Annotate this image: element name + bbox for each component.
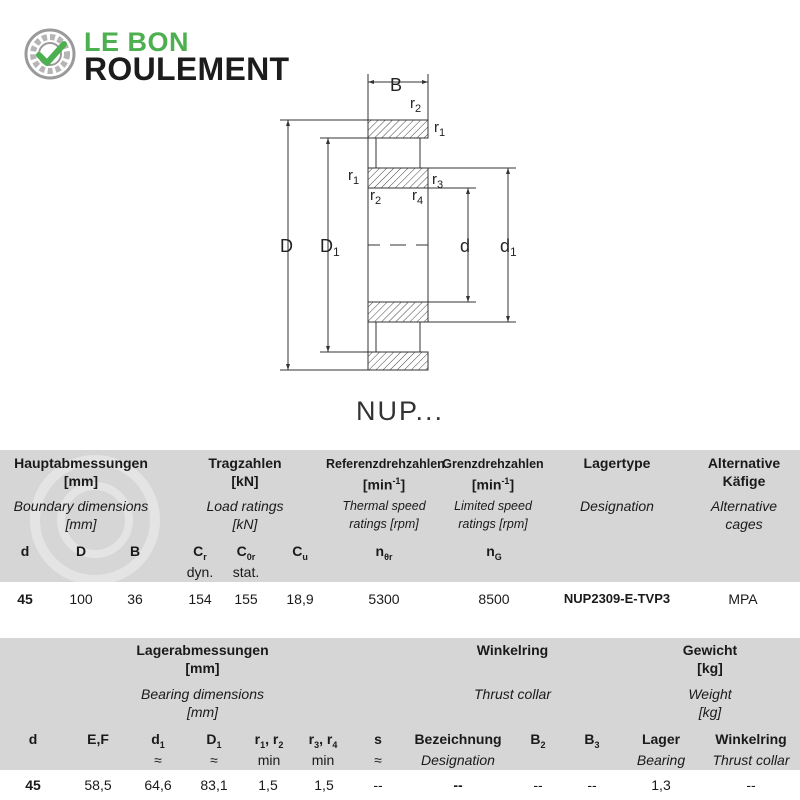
- t2-h-dims-de: Lagerabmessungen: [136, 642, 269, 658]
- dim-label-bore-d: d: [460, 236, 471, 256]
- t1-sym-B: B: [129, 543, 141, 559]
- radius-label-r4: $r_4$: [412, 187, 424, 207]
- dim-label-b: B: [390, 75, 403, 95]
- t2-sym-r34: $r_3$, $r_4$: [308, 731, 338, 750]
- t2-sym-r34-note: min: [311, 752, 335, 768]
- t2-sym-r12-note: min: [257, 752, 281, 768]
- t1-sym-cu: $C_u$: [292, 543, 308, 562]
- t2-row-s: --: [373, 777, 383, 793]
- t2-sym-lager: Lager: [641, 731, 681, 747]
- t2-sym-s-note: ≈: [374, 752, 382, 768]
- t2-sym-bezeichnung: Bezeichnung: [414, 731, 502, 747]
- t1-h-cages-de2: Käfige: [722, 473, 766, 489]
- series-title: NUP...: [355, 396, 445, 426]
- t1-row-cr: 154: [188, 591, 212, 607]
- t2-h-weight-de: Gewicht: [682, 642, 738, 658]
- t2-h-dims-en: Bearing dimensions: [141, 686, 264, 702]
- t2-row-b3: --: [587, 777, 597, 793]
- t2-h-weight-en-unit: [kg]: [698, 704, 722, 720]
- t1-h-limit-speed-en-unit: ratings [rpm]: [458, 517, 528, 531]
- t2-h-dims-en-unit: [mm]: [186, 704, 219, 720]
- t2-row-b2: --: [533, 777, 543, 793]
- bearing-cross-section-drawing: [240, 60, 560, 440]
- t1-row-cages: MPA: [728, 591, 758, 607]
- t2-row-ef: 58,5: [84, 777, 112, 793]
- t1-sym-d: d: [20, 543, 30, 559]
- t1-row-c0r: 155: [234, 591, 258, 607]
- radius-label-r2-inner: $r_2$: [370, 187, 382, 207]
- t1-row-ntr: 5300: [368, 591, 400, 607]
- t2-row-d: 45: [25, 777, 41, 793]
- t2-row-winkelring: --: [746, 777, 756, 793]
- t2-row-bezeichnung: --: [453, 777, 463, 793]
- dim-label-d1-inner: $d_1$: [500, 236, 517, 259]
- t2-sym-D1-note: ≈: [210, 752, 218, 768]
- radius-label-r2-top: $r_2$: [410, 95, 422, 115]
- radius-label-r1-left: $r_1$: [348, 167, 360, 187]
- t1-h-cages-de: Alternative: [707, 455, 781, 471]
- t1-row-d: 45: [17, 591, 33, 607]
- t2-sym-ef: E,F: [87, 731, 109, 747]
- t1-h-boundary-en-unit: [mm]: [65, 516, 97, 532]
- t1-sym-cr: $C_r$: [193, 543, 207, 562]
- radius-label-r1-top: $r_1$: [434, 119, 446, 139]
- t2-sym-designation: Designation: [421, 752, 495, 768]
- t2-row-r12: 1,5: [258, 777, 278, 793]
- t1-h-limit-speed-de: Grenzdrehzahlen: [442, 457, 544, 471]
- t1-h-load-de: Tragzahlen: [208, 455, 282, 471]
- t1-h-type-de: Lagertype: [583, 455, 651, 471]
- t2-sym-d1: $d_1$: [151, 731, 165, 750]
- radius-label-r3: $r_3$: [432, 171, 444, 191]
- t1-row-cu: 18,9: [286, 591, 314, 607]
- brand-line-1: LE BON: [84, 27, 190, 57]
- t2-sym-thrust-collar: Thrust collar: [712, 752, 790, 768]
- t1-h-boundary-en: Boundary dimensions: [13, 498, 149, 514]
- t1-h-ref-speed-de: Referenzdrehzahlen: [326, 457, 445, 471]
- t1-h-cages-en2: cages: [725, 516, 763, 532]
- t1-sym-c0r: $C_{0r}$: [236, 543, 256, 562]
- t2-sym-d: d: [28, 731, 38, 747]
- dim-label-outer-d: D: [280, 236, 293, 256]
- t1-h-load-en-unit: [kN]: [232, 516, 258, 532]
- t2-h-dims-unit: [mm]: [185, 660, 220, 676]
- dim-label-d1-outer: $D_1$: [320, 236, 340, 259]
- t1-h-ref-speed-en-unit: ratings [rpm]: [349, 517, 419, 531]
- t2-row-r34: 1,5: [314, 777, 334, 793]
- t2-h-weight-unit: [kg]: [697, 660, 723, 676]
- t1-sym-ng: $n_G$: [486, 543, 502, 562]
- t1-row-B: 36: [127, 591, 143, 607]
- t2-sym-winkelring: Winkelring: [715, 731, 787, 747]
- t1-h-load-unit: [kN]: [231, 473, 259, 489]
- t2-row-d1: 64,6: [144, 777, 172, 793]
- t1-h-load-en: Load ratings: [206, 498, 284, 514]
- t2-sym-s: s: [374, 731, 382, 747]
- t2-sym-r12: $r_1$, $r_2$: [254, 731, 284, 750]
- t2-sym-d1-note: ≈: [154, 752, 162, 768]
- brand-line-2: ROULEMENT: [84, 51, 290, 87]
- t1-h-type-en: Designation: [580, 498, 654, 514]
- t1-h-boundary-unit: [mm]: [63, 473, 99, 489]
- t2-h-weight-en: Weight: [688, 686, 732, 702]
- t1-row-D: 100: [69, 591, 93, 607]
- t1-sym-stat: stat.: [232, 564, 260, 580]
- t2-sym-b2: $B_2$: [530, 731, 546, 750]
- t2-row-lager: 1,3: [651, 777, 671, 793]
- t1-h-ref-speed-unit: $[\min^{-1}]$: [362, 476, 406, 493]
- t1-sym-dyn: dyn.: [186, 564, 214, 580]
- t1-sym-ntr: $n_{\theta r}$: [375, 543, 393, 562]
- t1-sym-D: D: [75, 543, 87, 559]
- t1-h-boundary-de: Hauptabmessungen: [14, 455, 148, 471]
- t2-sym-D1: $D_1$: [206, 731, 222, 750]
- bearing-check-logo-icon: [24, 28, 76, 80]
- t2-sym-bearing: Bearing: [636, 752, 686, 768]
- t1-h-ref-speed-en: Thermal speed: [342, 499, 426, 513]
- t1-h-cages-en: Alternative: [710, 498, 778, 514]
- t1-h-limit-speed-unit: $[\min^{-1}]$: [471, 476, 515, 493]
- t1-h-limit-speed-en: Limited speed: [454, 499, 532, 513]
- t2-row-D1: 83,1: [200, 777, 228, 793]
- t2-sym-b3: $B_3$: [584, 731, 600, 750]
- t2-h-collar-en: Thrust collar: [473, 686, 552, 702]
- t1-row-designation: NUP2309-E-TVP3: [563, 591, 671, 606]
- t1-row-ng: 8500: [478, 591, 510, 607]
- t2-h-collar-de: Winkelring: [476, 642, 549, 658]
